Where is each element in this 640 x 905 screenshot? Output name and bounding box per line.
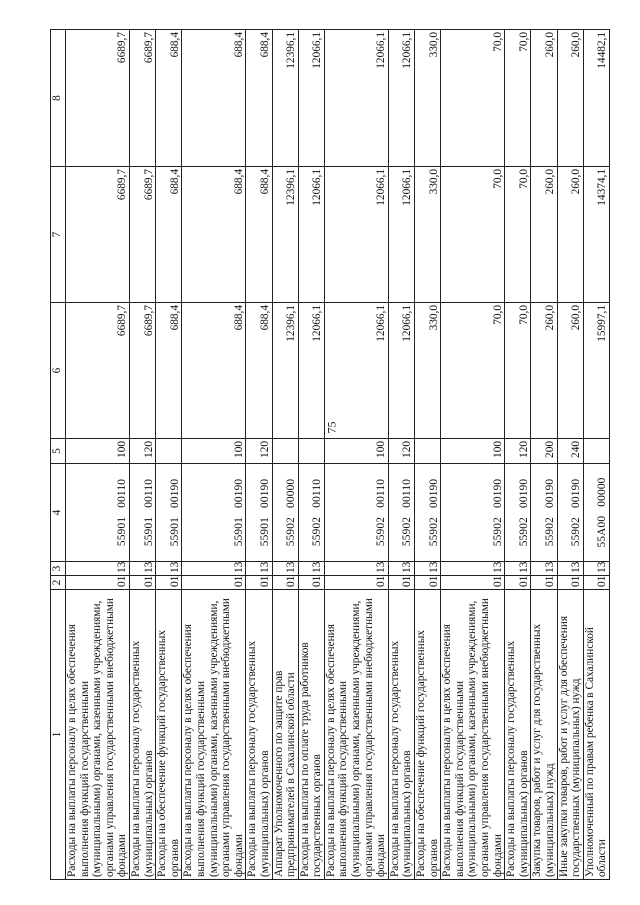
expense-type-cell: 200 <box>531 439 557 464</box>
table-row <box>557 30 583 880</box>
subsection-code-cell: 13 <box>66 562 130 576</box>
row-name-cell: Расходы на выплаты персоналу государственных (муниципальных) органов <box>246 590 272 880</box>
amount-col8-cell: 12066,1 <box>298 30 324 167</box>
table-body <box>51 30 610 880</box>
section-code-cell: 01 <box>531 576 557 590</box>
header-cell: 1 <box>51 590 66 880</box>
amount-col8-cell: 12066,1 <box>388 30 414 167</box>
subsection-code-cell: 13 <box>182 562 246 576</box>
amount-col6-cell: 12396,1 <box>272 303 298 439</box>
expense-type-cell: 120 <box>388 439 414 464</box>
subsection-code-cell: 13 <box>129 562 155 576</box>
amount-col7-cell: 688,4 <box>156 167 182 303</box>
table-row <box>66 30 130 880</box>
target-article-cell: 55902 00110 <box>324 464 388 562</box>
row-name-cell: Расходы на выплаты персоналу в целях обеспечения выполнения функций государственными (муниципальными) органами, казенными учреждениями, органами управления государственными внебюджетными фондами <box>66 590 130 880</box>
row-name-cell: Закупка товаров, работ и услуг для государственных (муниципальных) нужд <box>531 590 557 880</box>
section-code-cell: 01 <box>388 576 414 590</box>
row-name-cell: Расходы на выплаты персоналу государственных (муниципальных) органов <box>129 590 155 880</box>
rotated-page <box>50 30 610 880</box>
amount-col7-cell: 260,0 <box>557 167 583 303</box>
amount-col7-cell: 70,0 <box>441 167 505 303</box>
expense-type-cell <box>156 439 182 464</box>
target-article-cell: 55902 00000 <box>272 464 298 562</box>
expense-type-cell: 100 <box>66 439 130 464</box>
row-name-cell: Расходы на выплаты персоналу в целях обеспечения выполнения функций государственными (муниципальными) органами, казенными учреждениями, органами управления государственными внебюджетными фондами <box>324 590 388 880</box>
amount-col8-cell: 330,0 <box>415 30 441 167</box>
amount-col6-cell: 6689,7 <box>66 303 130 439</box>
table-header-row <box>51 30 66 880</box>
amount-col6-cell: 688,4 <box>246 303 272 439</box>
amount-col6-cell: 12066,1 <box>324 303 388 439</box>
amount-col8-cell: 70,0 <box>505 30 531 167</box>
row-name-cell: Уполномоченный по правам ребенка в Сахалинской области <box>583 590 609 880</box>
header-cell: 4 <box>51 464 66 562</box>
table-row <box>441 30 505 880</box>
table-row <box>531 30 557 880</box>
amount-col6-cell: 688,4 <box>156 303 182 439</box>
amount-col6-cell: 260,0 <box>531 303 557 439</box>
subsection-code-cell: 13 <box>156 562 182 576</box>
subsection-code-cell: 13 <box>388 562 414 576</box>
budget-table <box>50 29 610 880</box>
target-article-cell: 55902 00190 <box>557 464 583 562</box>
subsection-code-cell: 13 <box>505 562 531 576</box>
expense-type-cell: 100 <box>441 439 505 464</box>
expense-type-cell <box>583 439 609 464</box>
target-article-cell: 55902 00190 <box>531 464 557 562</box>
amount-col8-cell: 688,4 <box>246 30 272 167</box>
amount-col8-cell: 6689,7 <box>129 30 155 167</box>
amount-col8-cell: 260,0 <box>531 30 557 167</box>
amount-col8-cell: 260,0 <box>557 30 583 167</box>
amount-col6-cell: 330,0 <box>415 303 441 439</box>
amount-col8-cell: 688,4 <box>182 30 246 167</box>
page-number: 75 <box>324 421 339 434</box>
target-article-cell: 55902 00190 <box>415 464 441 562</box>
amount-col8-cell: 12066,1 <box>324 30 388 167</box>
row-name-cell: Аппарат Уполномоченного по защите прав предпринимателей в Сахалинской области <box>272 590 298 880</box>
table-row <box>388 30 414 880</box>
target-article-cell: 55902 00110 <box>388 464 414 562</box>
row-name-cell: Расходы на обеспечение функций государственных органов <box>156 590 182 880</box>
subsection-code-cell: 13 <box>583 562 609 576</box>
expense-type-cell: 100 <box>324 439 388 464</box>
header-cell: 3 <box>51 562 66 576</box>
section-code-cell: 01 <box>441 576 505 590</box>
expense-type-cell: 120 <box>505 439 531 464</box>
table-row <box>415 30 441 880</box>
table-row <box>505 30 531 880</box>
section-code-cell: 01 <box>415 576 441 590</box>
amount-col6-cell: 70,0 <box>441 303 505 439</box>
section-code-cell: 01 <box>583 576 609 590</box>
amount-col6-cell: 12066,1 <box>298 303 324 439</box>
header-cell: 7 <box>51 167 66 303</box>
table-row <box>182 30 246 880</box>
amount-col6-cell: 688,4 <box>182 303 246 439</box>
section-code-cell: 01 <box>298 576 324 590</box>
table-row <box>129 30 155 880</box>
target-article-cell: 55А00 00000 <box>583 464 609 562</box>
section-code-cell: 01 <box>272 576 298 590</box>
section-code-cell: 01 <box>66 576 130 590</box>
expense-type-cell: 120 <box>246 439 272 464</box>
row-name-cell: Расходы на выплаты персоналу государственных (муниципальных) органов <box>505 590 531 880</box>
amount-col6-cell: 260,0 <box>557 303 583 439</box>
expense-type-cell: 100 <box>182 439 246 464</box>
table-row <box>324 30 388 880</box>
expense-type-cell: 120 <box>129 439 155 464</box>
amount-col8-cell: 6689,7 <box>66 30 130 167</box>
subsection-code-cell: 13 <box>441 562 505 576</box>
section-code-cell: 01 <box>129 576 155 590</box>
amount-col6-cell: 12066,1 <box>388 303 414 439</box>
amount-col7-cell: 70,0 <box>505 167 531 303</box>
expense-type-cell <box>415 439 441 464</box>
expense-type-cell <box>272 439 298 464</box>
section-code-cell: 01 <box>156 576 182 590</box>
target-article-cell: 55901 00190 <box>156 464 182 562</box>
amount-col7-cell: 6689,7 <box>66 167 130 303</box>
header-cell: 2 <box>51 576 66 590</box>
target-article-cell: 55901 00110 <box>66 464 130 562</box>
amount-col6-cell: 15997,1 <box>583 303 609 439</box>
header-cell: 8 <box>51 30 66 167</box>
section-code-cell: 01 <box>182 576 246 590</box>
row-name-cell: Расходы на выплаты персоналу в целях обеспечения выполнения функций государственными (муниципальными) органами, казенными учреждениями, органами управления государственными внебюджетными фондами <box>182 590 246 880</box>
row-name-cell: Расходы на выплаты по оплате труда работников государственных органов <box>298 590 324 880</box>
amount-col7-cell: 14374,1 <box>583 167 609 303</box>
header-cell: 5 <box>51 439 66 464</box>
amount-col8-cell: 70,0 <box>441 30 505 167</box>
row-name-cell: Расходы на обеспечение функций государственных органов <box>415 590 441 880</box>
target-article-cell: 55902 00110 <box>298 464 324 562</box>
section-code-cell: 01 <box>246 576 272 590</box>
amount-col7-cell: 12066,1 <box>324 167 388 303</box>
expense-type-cell <box>298 439 324 464</box>
row-name-cell: Расходы на выплаты персоналу в целях обеспечения выполнения функций государственными (муниципальными) органами, казенными учреждениями, органами управления государственными внебюджетными фондами <box>441 590 505 880</box>
amount-col7-cell: 12066,1 <box>388 167 414 303</box>
amount-col8-cell: 12396,1 <box>272 30 298 167</box>
amount-col7-cell: 330,0 <box>415 167 441 303</box>
table-row <box>156 30 182 880</box>
row-name-cell: Иные закупки товаров, работ и услуг для обеспечения государственных (муниципальных) нужд <box>557 590 583 880</box>
table-row <box>272 30 298 880</box>
amount-col8-cell: 688,4 <box>156 30 182 167</box>
section-code-cell: 01 <box>505 576 531 590</box>
subsection-code-cell: 13 <box>415 562 441 576</box>
subsection-code-cell: 13 <box>246 562 272 576</box>
section-code-cell: 01 <box>324 576 388 590</box>
table-row <box>583 30 609 880</box>
target-article-cell: 55902 00190 <box>505 464 531 562</box>
row-name-cell: Расходы на выплаты персоналу государственных (муниципальных) органов <box>388 590 414 880</box>
amount-col8-cell: 14482,1 <box>583 30 609 167</box>
amount-col6-cell: 70,0 <box>505 303 531 439</box>
expense-type-cell: 240 <box>557 439 583 464</box>
amount-col7-cell: 688,4 <box>246 167 272 303</box>
subsection-code-cell: 13 <box>272 562 298 576</box>
amount-col7-cell: 12396,1 <box>272 167 298 303</box>
amount-col7-cell: 688,4 <box>182 167 246 303</box>
section-code-cell: 01 <box>557 576 583 590</box>
target-article-cell: 55901 00110 <box>129 464 155 562</box>
amount-col7-cell: 12066,1 <box>298 167 324 303</box>
header-cell: 6 <box>51 303 66 439</box>
subsection-code-cell: 13 <box>557 562 583 576</box>
subsection-code-cell: 13 <box>324 562 388 576</box>
table-row <box>298 30 324 880</box>
subsection-code-cell: 13 <box>298 562 324 576</box>
target-article-cell: 55901 00190 <box>182 464 246 562</box>
amount-col7-cell: 260,0 <box>531 167 557 303</box>
target-article-cell: 55902 00190 <box>441 464 505 562</box>
target-article-cell: 55901 00190 <box>246 464 272 562</box>
amount-col6-cell: 6689,7 <box>129 303 155 439</box>
amount-col7-cell: 6689,7 <box>129 167 155 303</box>
table-row <box>246 30 272 880</box>
subsection-code-cell: 13 <box>531 562 557 576</box>
